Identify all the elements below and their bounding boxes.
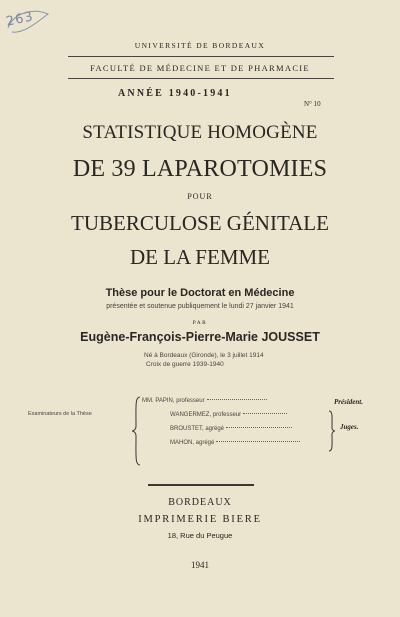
author-name: Eugène-François-Pierre-Marie JOUSSET: [80, 330, 320, 344]
faculty-name: FACULTÉ DE MÉDECINE ET DE PHARMACIE: [90, 63, 310, 73]
imprint-printer: IMPRIMERIE BIERE: [138, 514, 262, 525]
academic-year: ANNÉE 1940-1941: [118, 88, 232, 99]
jury-member-3: BROUSTET, agrégé: [170, 426, 294, 432]
author-birth: Né à Bordeaux (Gironde), le 3 juillet 1914: [144, 352, 264, 359]
divider-faculty: [68, 78, 334, 79]
imprint-city: BORDEAUX: [168, 497, 232, 508]
jury-label: Examinateurs de la Thèse: [28, 411, 92, 417]
left-brace-icon: [131, 396, 141, 466]
defense-date: présentée et soutenue publiquement le lundi 27 janvier 1941: [106, 303, 294, 310]
par-label: PAR: [192, 320, 208, 326]
right-brace-icon: [328, 410, 336, 452]
imprint-address: 18, Rue du Peugue: [167, 531, 233, 540]
handwritten-number: 263: [4, 9, 36, 30]
role-juges: Juges.: [340, 423, 359, 431]
role-president: Président.: [334, 398, 363, 406]
jury-member-2: WANGERMEZ, professeur: [170, 412, 289, 418]
divider-imprint: [148, 484, 254, 486]
jury-member-1: MM. PAPIN, professeur: [142, 398, 269, 404]
title-line-4: DE LA FEMME: [129, 245, 270, 269]
title-pour: POUR: [187, 192, 213, 201]
title-line-3: TUBERCULOSE GÉNITALE: [71, 211, 329, 235]
author-decoration: Croix de guerre 1939-1940: [146, 361, 224, 368]
jury-member-4: MAHON, agrégé: [170, 440, 302, 446]
imprint-year: 1941: [191, 560, 209, 570]
thesis-type: Thèse pour le Doctorat en Médecine: [105, 287, 295, 299]
divider-top: [68, 56, 334, 57]
thesis-number: N° 10: [304, 100, 321, 108]
university-name: UNIVERSITÉ DE BORDEAUX: [134, 41, 266, 50]
title-line-1: STATISTIQUE HOMOGÈNE: [82, 122, 318, 143]
title-line-2: DE 39 LAPAROTOMIES: [72, 156, 328, 182]
